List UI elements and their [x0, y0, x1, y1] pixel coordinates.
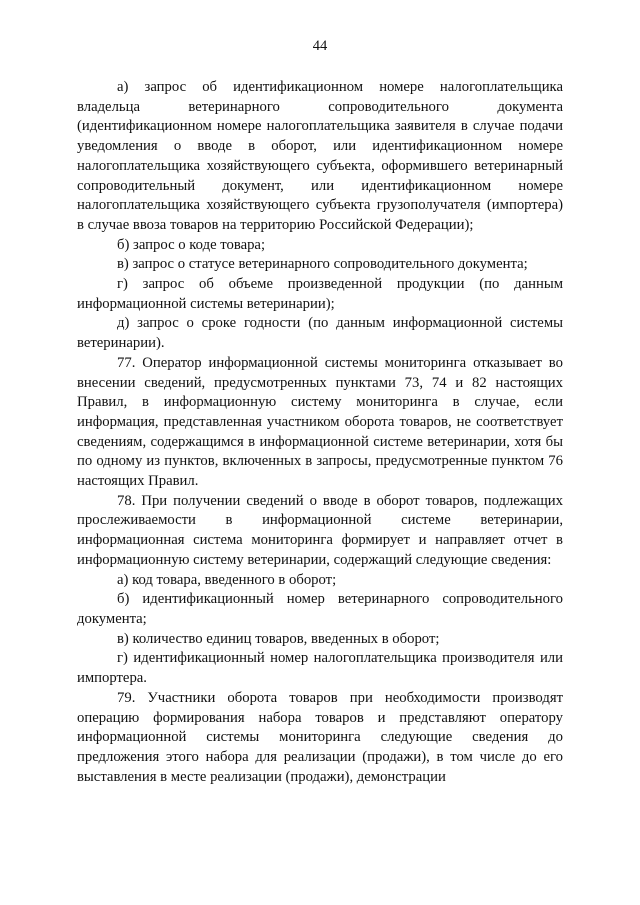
paragraph-clause-78: 78. При получении сведений о вводе в оборот товаров, подлежащих прослеживаемости в информационной системе ветеринарии, информационная система мониторинга формирует и направляет отчет в информационную систему ветеринарии, содержащий следующие сведения:	[77, 492, 563, 568]
page-number: 44	[312, 38, 328, 54]
paragraph-item-producer-tin: г) идентификационный номер налогоплательщика производителя или импортера.	[77, 650, 563, 687]
paragraph-item-product-code: а) код товара, введенного в оборот;	[117, 571, 337, 588]
document-body	[77, 78, 563, 787]
paragraph-query-shelf-life: д) запрос о сроке годности (по данным информационной системы ветеринарии).	[77, 315, 563, 352]
paragraph-query-product-code: б) запрос о коде товара;	[117, 236, 266, 253]
paragraph-clause-79: 79. Участники оборота товаров при необходимости производят операцию формирования набора товаров и представляют оператору информационной системы мониторинга следующие сведения до предложения этого набора для реализации (продажи), в том числе до его выставления в месте реализации (продажи), демонстрации	[77, 689, 563, 785]
paragraph-query-volume: г) запрос об объеме произведенной продукции (по данным информационной системы ветеринарии);	[77, 276, 563, 312]
paragraph-item-document-id: б) идентификационный номер ветеринарного сопроводительного документа;	[77, 591, 563, 627]
paragraph-query-taxpayer-id: а) запрос об идентификационном номере налогоплательщика владельца ветеринарного сопроводительного документа (идентификационном номере налогоплательщика заявителя в случае подачи уведомления о вводе в оборот, или идентификационном номере налогоплательщика хозяйствующего субъекта, оформившего ветеринарный сопроводительный документ, или идентификационном номере налогоплательщика хозяйствующего субъекта грузополучателя (импортера) в случае ввоза товаров на территорию Российской Федерации);	[77, 79, 563, 233]
paragraph-item-quantity: в) количество единиц товаров, введенных в оборот;	[117, 630, 440, 647]
paragraph-clause-77: 77. Оператор информационной системы мониторинга отказывает во внесении сведений, предусмотренных пунктами 73, 74 и 82 настоящих Правил, в информационную систему мониторинга в случае, если информация, представленная участником оборота товаров, не соответствует сведениям, содержащимся в информационной системе ветеринарии, хотя бы по одному из пунктов, включенных в запросы, предусмотренные пунктом 76 настоящих Правил.	[77, 354, 563, 490]
paragraph-query-document-status: в) запрос о статусе ветеринарного сопроводительного документа;	[117, 256, 528, 273]
